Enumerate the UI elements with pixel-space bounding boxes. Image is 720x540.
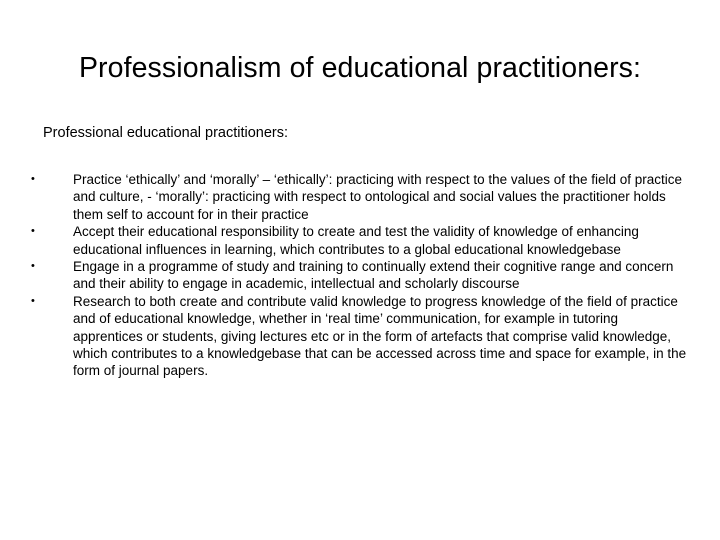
bullet-dot-icon: • [31, 260, 35, 273]
bullet-item [29, 171, 689, 223]
bullet-text: Research to both create and contribute valid knowledge to progress knowledge of the field of practice and of educational knowledge, whether in ‘real time’ communication, for example in tutoring apprentices or students, giving lectures etc or in the form of artefacts that comprise valid knowledge, which contributes to a knowledgebase that can be accessed across time and space for example, in the form of journal papers. [73, 293, 687, 379]
bullet-item [29, 258, 689, 293]
bullet-item [29, 293, 689, 380]
bullet-text: Engage in a programme of study and training to continually extend their cognitive range and concern and their ability to engage in academic, intellectual and scholarly discourse [73, 259, 674, 292]
slide-title: Professionalism of educational practitioners: [78, 52, 642, 84]
bullet-dot-icon: • [31, 173, 35, 185]
bullet-item [29, 223, 689, 258]
bullet-text: Accept their educational responsibility to create and test the validity of knowledge of enhancing educational influences in learning, which contributes to a global educational knowledgebase [73, 224, 639, 257]
slide-subtitle: Professional educational practitioners: [43, 125, 289, 141]
bullet-dot-icon: • [31, 225, 35, 238]
bullet-list [29, 171, 689, 380]
bullet-dot-icon: • [31, 294, 35, 307]
bullet-text: Practice ‘ethically’ and ‘morally’ – ‘ethically’: practicing with respect to the values of the field of practice and culture, - ‘morally’: practicing with respect to ontological and social values the practitioner holds them self to account for in their practice [73, 172, 683, 222]
